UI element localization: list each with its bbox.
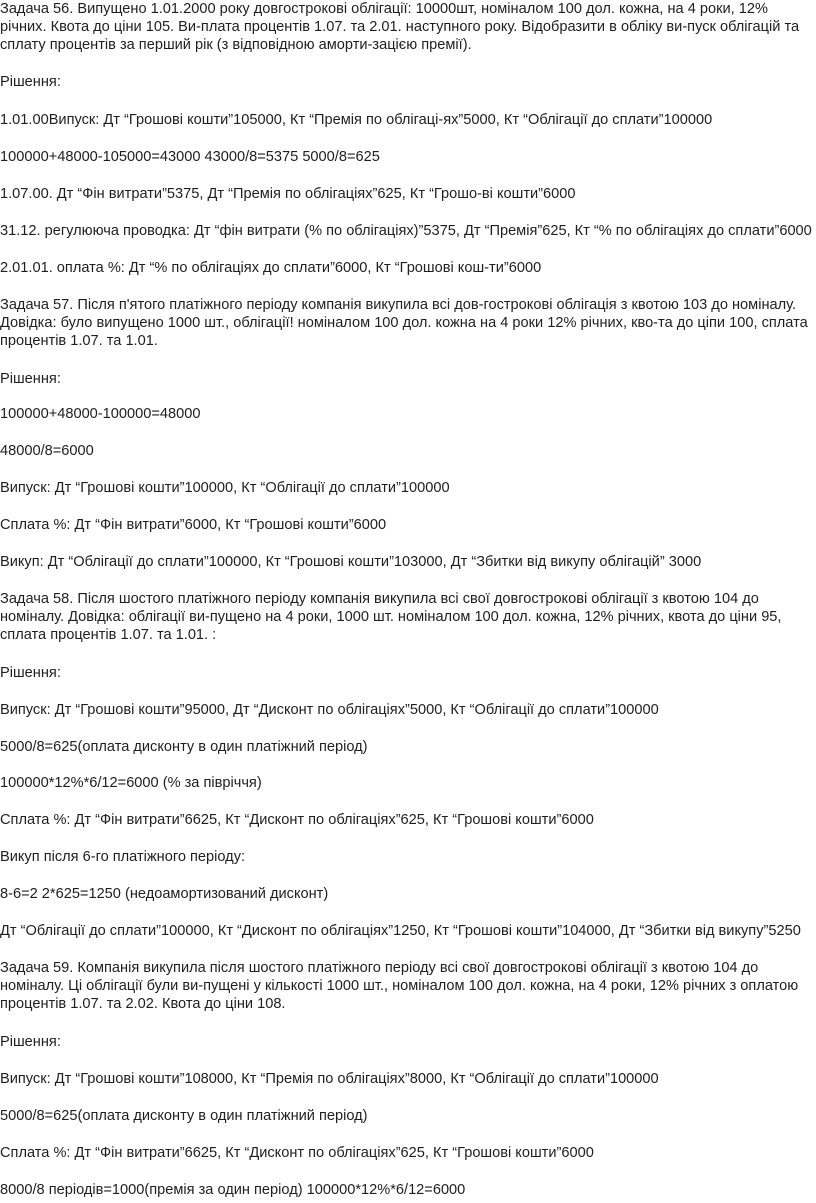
task-57-entry-buyback: Викуп: Дт “Облігації до сплати”100000, Кт “Грошові кошти”103000, Дт “Збитки від викупу облігацій” 3000 — [0, 554, 702, 570]
task-56-entry-issue: 1.01.00Випуск: Дт “Грошові кошти”105000, Кт “Премія по облігаці-ях”5000, Кт “Облігації до сплати”100000 — [0, 112, 713, 128]
task-59-statement: Задача 59. Компанія викупила після шостого платіжного періоду всі свої довгострокові облігації з квотою 104 до номіналу. Ці облігації були ви-пущені у кількості 1000 шт., номіналом 100 дол. кожна, на 4 роки, 12% річних з оплатою процентів 1.07. та 2.02. Квота до ціни 108. — [0, 960, 799, 1012]
task-56-calculation: 100000+48000-105000=43000 43000/8=5375 5000/8=625 — [0, 149, 380, 165]
solution-heading: Рішення: — [0, 371, 61, 387]
task-59-entry-interest: Сплата %: Дт “Фін витрати”6625, Кт “Дисконт по облігаціях”625, Кт “Грошові кошти”6000 — [0, 1145, 594, 1161]
solution-heading: Рішення: — [0, 1034, 61, 1050]
task-57-entry-issue: Випуск: Дт “Грошові кошти”100000, Кт “Облігації до сплати”100000 — [0, 480, 450, 496]
task-59-calculation: 5000/8=625(оплата дисконту в один платіжний період) — [0, 1108, 368, 1124]
task-57-entry-interest: Сплата %: Дт “Фін витрати”6000, Кт “Грошові кошти”6000 — [0, 517, 387, 533]
task-58-statement: Задача 58. Після шостого платіжного періоду компанія викупила всі свої довгострокові облігації з квотою 104 до номіналу. Довідка: облігації ви-пущено на 4 роки, 1000 шт. номіналом 100 дол. кожна, 12% річних, квота до ціни 95, сплата процентів 1.07. та 1.01. : — [0, 591, 782, 643]
task-56-entry-july: 1.07.00. Дт “Фін витрати”5375, Дт “Премія по облігаціях”625, Кт “Грошо-ві кошти”6000 — [0, 186, 576, 202]
task-58-calculation: 100000*12%*6/12=6000 (% за півріччя) — [0, 775, 262, 791]
task-56-entry-payment: 2.01.01. оплата %: Дт “% по облігаціях до сплати”6000, Кт “Грошові кош-ти”6000 — [0, 260, 542, 276]
task-59-calculation: 8000/8 періодів=1000(премія за один період) 100000*12%*6/12=6000 — [0, 1182, 466, 1198]
task-58-entry-buyback: Дт “Облігації до сплати”100000, Кт “Дисконт по облігаціях”1250, Кт “Грошові кошти”104000, Дт “Збитки від викупу”5250 — [0, 923, 801, 939]
task-59-entry-issue: Випуск: Дт “Грошові кошти”108000, Кт “Премія по облігаціях”8000, Кт “Облігації до сплати”100000 — [0, 1071, 659, 1087]
task-58-entry-issue: Випуск: Дт “Грошові кошти”95000, Дт “Дисконт по облігаціях”5000, Кт “Облігації до сплати”100000 — [0, 702, 659, 718]
solution-heading: Рішення: — [0, 74, 61, 90]
task-57-calculation: 100000+48000-100000=48000 — [0, 406, 201, 422]
task-58-calculation: 8-6=2 2*625=1250 (недоамортизований дисконт) — [0, 886, 329, 902]
task-57-calculation: 48000/8=6000 — [0, 443, 94, 459]
task-58-buyback-heading: Викуп після 6-го платіжного періоду: — [0, 849, 246, 865]
task-56-statement: Задача 56. Випущено 1.01.2000 року довгострокові облігації: 10000шт, номіналом 100 дол. кожна, на 4 роки, 12% річних. Квота до ціни 105. Ви-плата процентів 1.07. та 2.01. наступного року. Відобразити в обліку ви-пуск облігацій та сплату процентів за перший рік (з відповідною аморти-зацією премії). — [0, 1, 800, 53]
task-57-statement: Задача 57. Після п'ятого платіжного періоду компанія викупила всі дов-гострокові облігація з квотою 103 до номіналу. Довідка: було випущено 1000 шт., облігації! номіналом 100 дол. кожна на 4 роки 12% річних, кво-та до ціпи 100, сплата процентів 1.07. та 1.01. — [0, 297, 808, 349]
task-56-entry-adjust: 31.12. регулююча проводка: Дт “фін витрати (% по облігаціях)”5375, Дт “Премія”625, Кт “% по облігаціях до сплати”6000 — [0, 223, 812, 239]
task-58-entry-interest: Сплата %: Дт “Фін витрати”6625, Кт “Дисконт по облігаціях”625, Кт “Грошові кошти”6000 — [0, 812, 594, 828]
task-58-calculation: 5000/8=625(оплата дисконту в один платіжний період) — [0, 739, 368, 755]
solution-heading: Рішення: — [0, 665, 61, 681]
